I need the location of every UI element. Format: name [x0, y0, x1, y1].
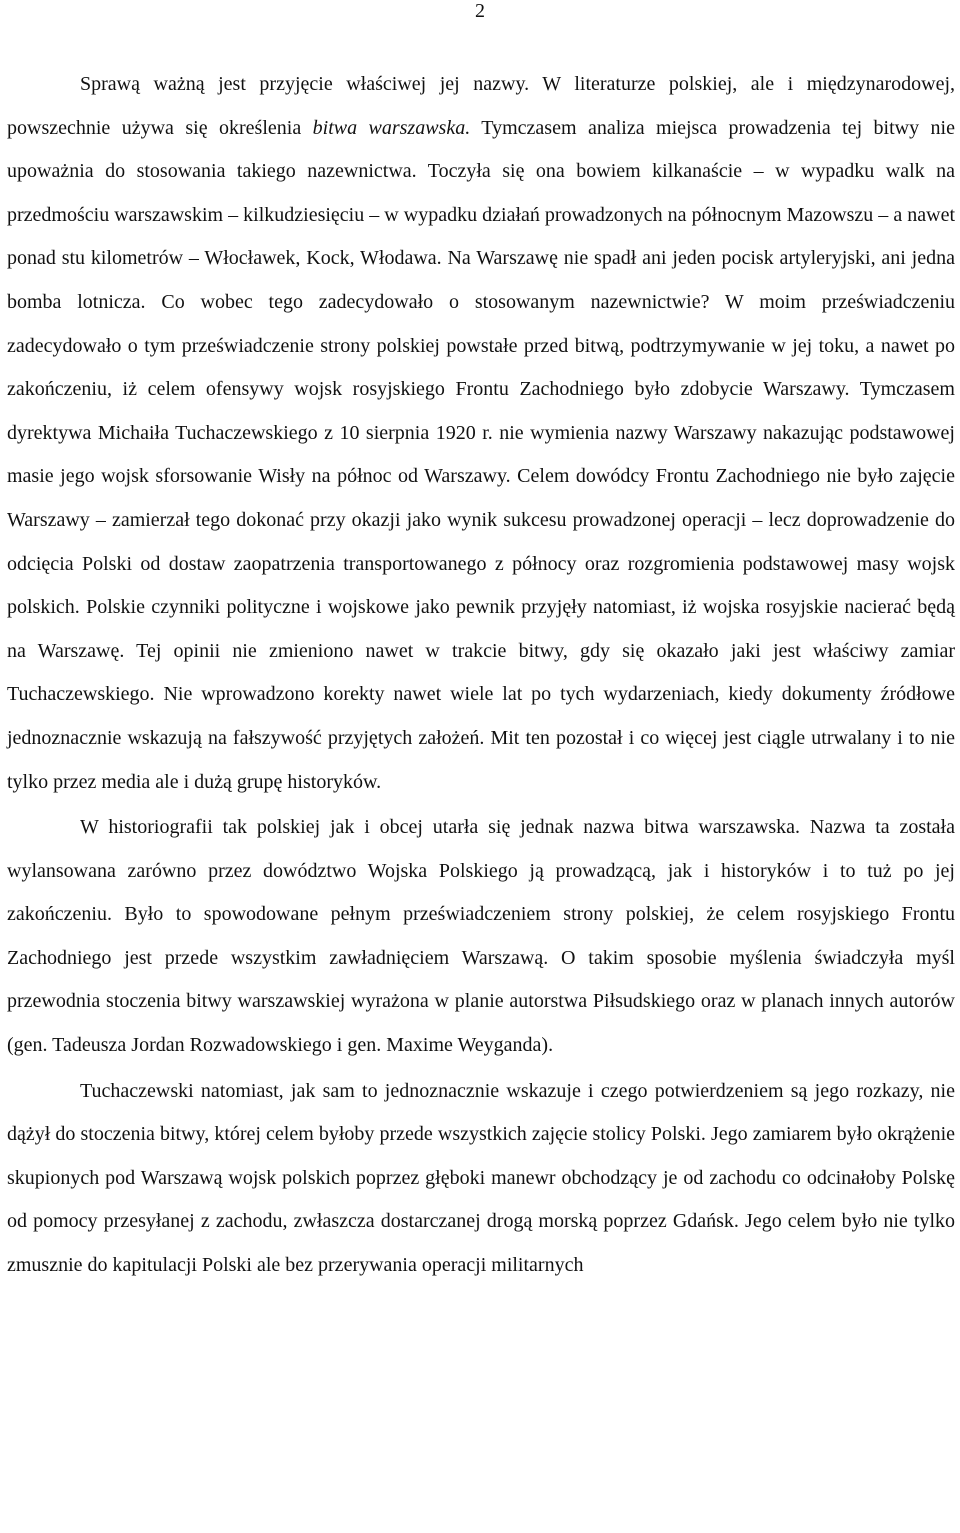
- italic-term: bitwa warszawska.: [312, 116, 471, 139]
- paragraph-historiography: W historiografii tak polskiej jak i obcej utarła się jednak nazwa bitwa warszawska. Nazwa ta została wylansowana zarówno przez dowództwo Wojska Polskiego ją prowadzącą, jak i historyków i to tuż po jej zakończeniu. Było to spowodowane pełnym przeświadczeniem strony polskiej, że celem rosyjskiego Frontu Zachodniego jest przede wszystkim zawładnięciem Warszawą. O takim sposobie myślenia świadczyła myśl przewodnia stoczenia bitwy warszawskiej wyrażona w planie autorstwa Piłsudskiego oraz w planach innych autorów (gen. Tadeusza Jordan Rozwadowskiego i gen. Maxime Weyganda).: [7, 816, 955, 1057]
- paragraph-text: Tymczasem analiza miejsca prowadzenia tej bitwy nie upoważnia do stosowania takiego nazewnictwa. Toczyła się ona bowiem kilkanaście – w wypadku walk na przedmościu warszawskim – kilkudziesięciu – w wypadku działań prowadzonych na północnym Mazowszu – a nawet ponad stu kilometrów – Włocławek, Kock, Włodawa. Na Warszawę nie spadł ani jeden pocisk artyleryjski, ani jedna bomba lotnicza. Co wobec tego zadecydowało o stosowanym nazewnictwie? W moim przeświadczeniu zadecydowało o tym przeświadczenie strony polskiej powstałe przed bitwą, podtrzymywanie w jej toku, a nawet po zakończeniu, iż celem ofensywy wojsk rosyjskiego Frontu Zachodniego było zdobycie Warszawy. Tymczasem dyrektywa Michaiła Tuchaczewskiego z 10 sierpnia 1920 r. nie wymienia nazwy Warszawy nakazując podstawowej masie jego wojsk sforsowanie Wisły na północ od Warszawy. Celem dowódcy Frontu Zachodniego nie było zajęcie Warszawy – zamierzał tego dokonać przy okazji jako wynik sukcesu prowadzonej operacji – lecz doprowadzenie do odcięcia Polski od dostaw zaopatrzenia transportowanego z północy oraz rozgromienia podstawowej masy wojsk polskich. Polskie czynniki polityczne i wojskowe jako pewnik przyjęły natomiast, iż wojska rosyjskie nacierać będą na Warszawę. Tej opinii nie zmieniono nawet w trakcie bitwy, gdy się okazało jaki jest właściwy zamiar Tuchaczewskiego. Nie wprowadzono korekty nawet wiele lat po tych wydarzeniach, kiedy dokumenty źródłowe jednoznacznie wskazują na fałszywość przyjętych założeń. Mit ten pozostał i co więcej jest ciągle utrwalany i to nie tylko przez media ale i dużą grupę historyków.: [7, 116, 955, 793]
- document-body: [7, 63, 955, 1288]
- page-number: 2: [475, 0, 485, 22]
- paragraph-tuchaczewski: Tuchaczewski natomiast, jak sam to jednoznacznie wskazuje i czego potwierdzeniem są jego rozkazy, nie dążył do stoczenia bitwy, której celem byłoby przede wszystkich zajęcie stolicy Polski. Jego zamiarem było okrążenie skupionych pod Warszawą wojsk polskich poprzez głęboki manewr obchodzący je od zachodu co odcinałoby Polskę od pomocy przesyłanej z zachodu, zwłaszcza dostarczanej drogą morską poprzez Gdańsk. Jego celem było nie tylko zmusznie do kapitulacji Polski ale bez przerywania operacji militarnych: [7, 1079, 955, 1277]
- paragraph-naming-of-battle: [7, 63, 955, 804]
- paragraph-text: Sprawą ważną jest przyjęcie właściwej jej nazwy. W literaturze polskiej, ale i międzynarodowej, powszechnie używa się określenia: [7, 73, 955, 139]
